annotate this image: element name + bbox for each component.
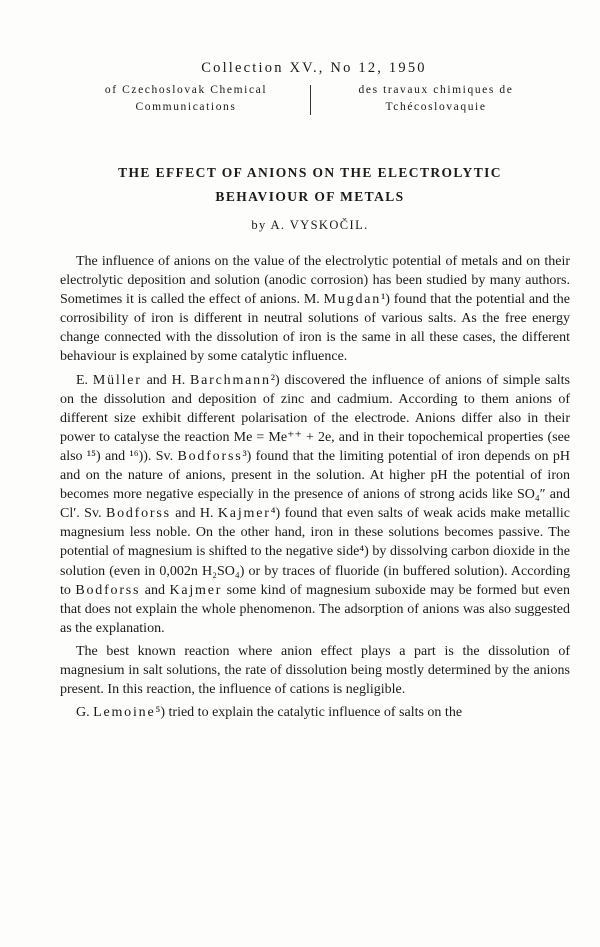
journal-divider	[310, 85, 311, 115]
journal-header	[64, 82, 554, 118]
article-body	[60, 252, 570, 726]
journal-name-english-line1: of Czechoslovak Chemical	[104, 84, 268, 96]
author-name: Bodforss	[105, 506, 171, 522]
collection-header: Collection XV., No 12, 1950	[201, 60, 427, 76]
article-title-line1: THE EFFECT OF ANIONS ON THE ELECTROLYTIC	[118, 165, 502, 180]
author-name: Kajmer	[217, 506, 271, 522]
journal-name-english	[68, 82, 304, 116]
author-name: Bodforss	[177, 448, 243, 464]
article-author: by A. VYSKOČIL.	[251, 218, 369, 232]
journal-name-english-line2: Communications	[135, 101, 237, 113]
author-name: Kajmer	[169, 582, 223, 598]
journal-name-french-line2: Tchécoslovaquie	[385, 101, 487, 113]
journal-name-french	[316, 82, 556, 116]
paragraph-1: The influence of anions on the value of the electrolytic potential of metals and on their electrolytic deposition and solution (anodic corrosion) has been studied by many authors. Sometimes it is called the effect of anions. M. Mugdan¹) found that the potential and the corrosibility of iron is different in neutral solutions of various salts. As the free energy change connected with the dissolution of iron is the same in all these cases, the different behaviour is explained by some catalytic influence.	[60, 254, 570, 365]
paragraph-2: E. Müller and H. Barchmann²) discovered the influence of anions of simple salts on the dissolution and deposition of zinc and cadmium. According to them anions of different size exhibit different polarisation of the electrode. Anions differ also in their power to catalyse the reaction Me = Me⁺⁺ + 2e, and in their topochemical properties (see also ¹⁵) and ¹⁶)). Sv. Bodforss³) found that the limiting potential of iron depends on pH and on the nature of anions, present in the solution. At higher pH the potential of iron becomes more negative especially in the presence of anions of strong acids like SO₄″ and Cl′. Sv. Bodforss and H. Kajmer⁴) found that even salts of weak acids make metallic magnesium less noble. On the other hand, iron in these solutions becomes passive. The potential of magnesium is shifted to the negative side⁴) by dissolving carbon dioxide in the solution (even in 0,002n H₂SO₄) or by traces of fluoride (in buffered solution). According to Bodforss and Kajmer some kind of magnesium suboxide may be formed but even that does not explain the whole phenomenon. The adsorption of anions was also suggested as the explanation.	[60, 372, 571, 636]
author-name: Lemoine	[93, 705, 156, 721]
author-name: Müller	[92, 372, 142, 388]
article-title	[0, 161, 600, 209]
article-title-line2: BEHAVIOUR OF METALS	[215, 189, 405, 204]
author-name: Barchmann	[190, 372, 271, 388]
author-name: Bodforss	[75, 582, 141, 598]
paragraph-3: The best known reaction where anion effect plays a part is the dissolution of magnesium in salt solutions, the rate of dissolution being mostly determined by the anions present. In this reaction, the influence of cations is negligible.	[60, 643, 570, 698]
author-name: Mugdan	[323, 292, 382, 308]
journal-name-french-line1: des travaux chimiques de	[358, 84, 514, 96]
paragraph-4: G. Lemoine⁵) tried to explain the catalytic influence of salts on the	[76, 705, 463, 721]
